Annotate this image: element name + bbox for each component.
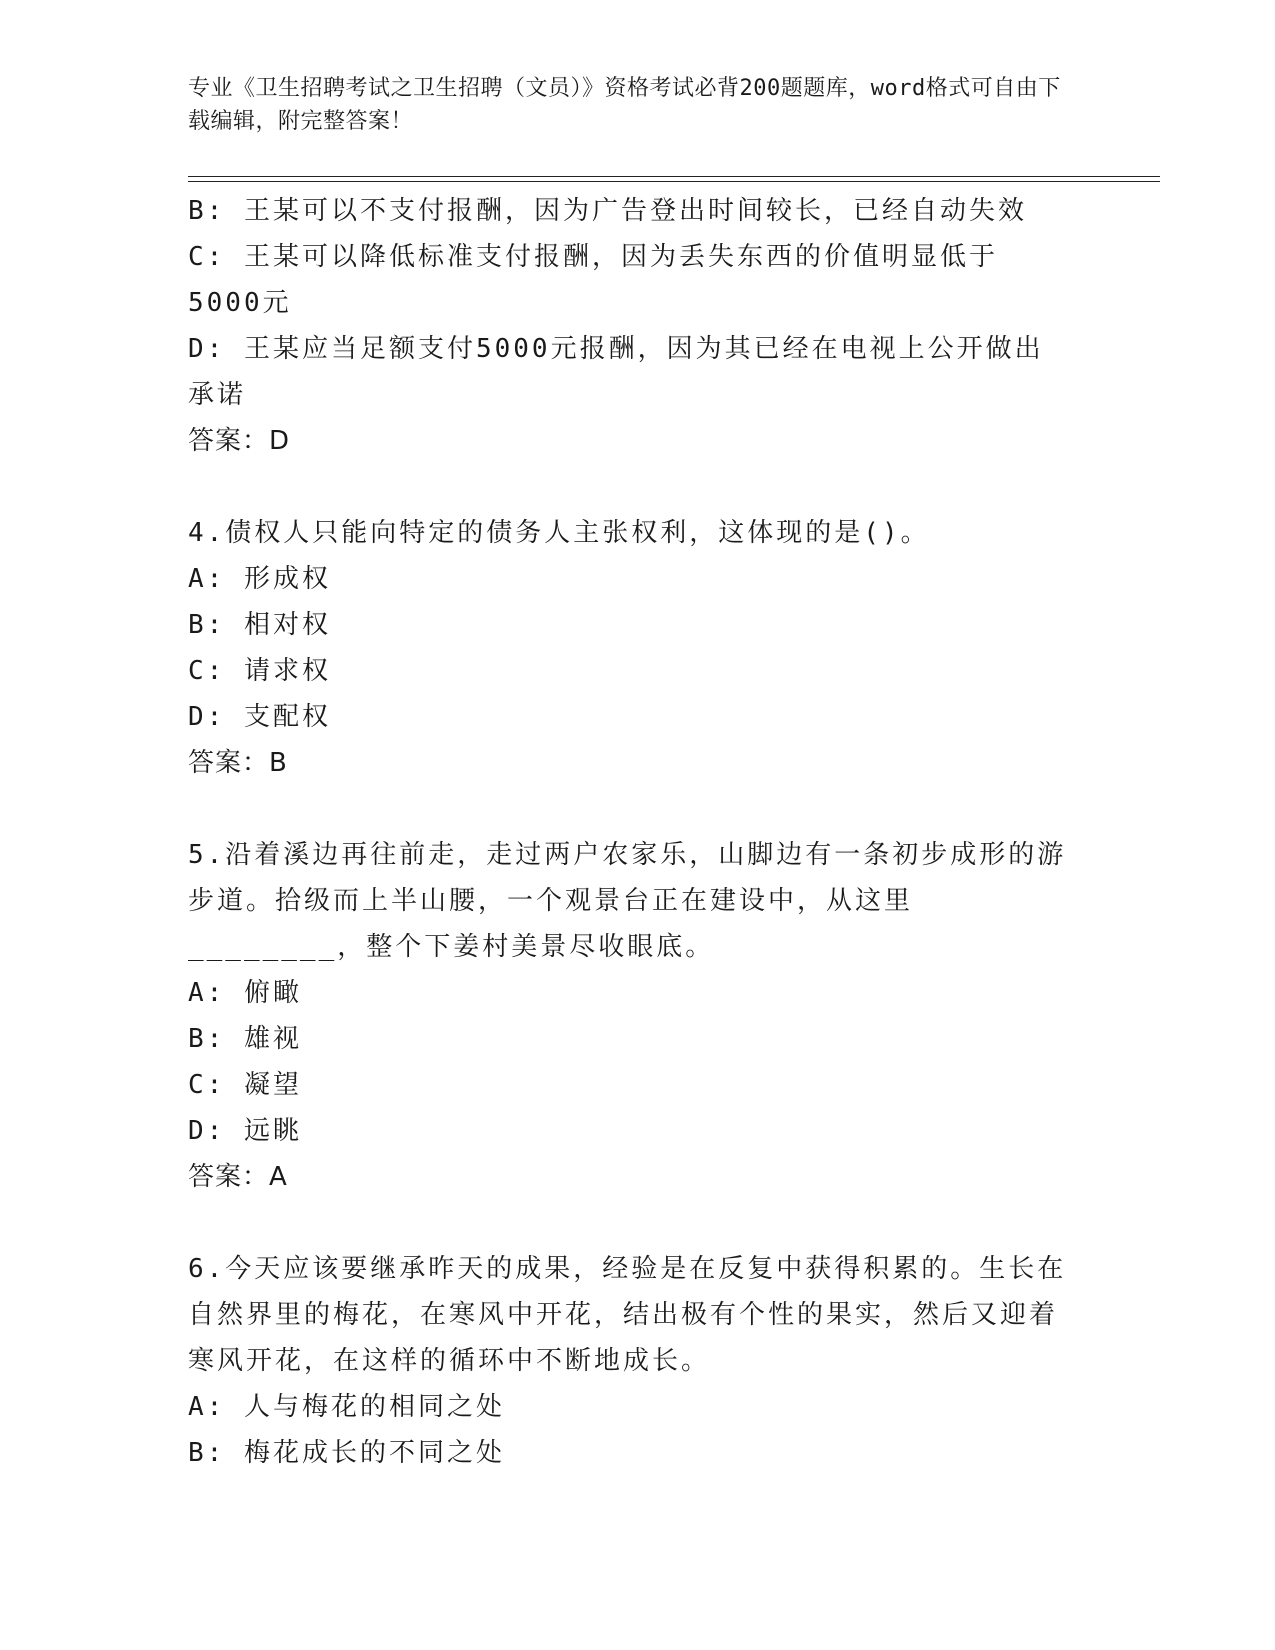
answer: 答案：A	[188, 1162, 288, 1192]
option-b: B: 相对权	[188, 610, 331, 640]
document-header	[188, 72, 1068, 138]
spacer	[188, 786, 1068, 832]
option-a: A: 形成权	[188, 564, 331, 594]
question-stem: 6.今天应该要继承昨天的成果，经验是在反复中获得积累的。生长在自然界里的梅花，在寒风中开花，结出极有个性的果实，然后又迎着寒风开花，在这样的循环中不断地成长。	[188, 1254, 1067, 1376]
option-a: A: 人与梅花的相同之处	[188, 1392, 505, 1422]
answer: 答案：B	[188, 748, 288, 778]
header-divider-bottom	[188, 181, 1160, 182]
option-a: A: 俯瞰	[188, 978, 302, 1008]
option-d: D: 支配权	[188, 702, 331, 732]
spacer	[188, 1200, 1068, 1246]
spacer	[188, 464, 1068, 510]
option-c: C: 请求权	[188, 656, 331, 686]
option-b: B: 梅花成长的不同之处	[188, 1438, 505, 1468]
question-5	[188, 832, 1068, 1200]
question-stem: 5.沿着溪边再往前走，走过两户农家乐，山脚边有一条初步成形的游步道。拾级而上半山腰，一个观景台正在建设中，从这里________，整个下姜村美景尽收眼底。	[188, 840, 1067, 962]
question-6	[188, 1246, 1068, 1476]
option-d: D: 王某应当足额支付5000元报酬，因为其已经在电视上公开做出承诺	[188, 334, 1044, 410]
question-stem: 4.债权人只能向特定的债务人主张权利，这体现的是()。	[188, 518, 930, 548]
question-4	[188, 510, 1068, 786]
answer: 答案：D	[188, 426, 291, 456]
option-d: D: 远眺	[188, 1116, 302, 1146]
document-title: 专业《卫生招聘考试之卫生招聘（文员）》资格考试必背200题题库，word格式可自由下载编辑，附完整答案！	[188, 76, 1061, 134]
option-c: C: 凝望	[188, 1070, 302, 1100]
option-b: B: 王某可以不支付报酬，因为广告登出时间较长，已经自动失效	[188, 196, 1027, 226]
option-b: B: 雄视	[188, 1024, 302, 1054]
question-list	[188, 188, 1068, 1476]
question-3-continued	[188, 188, 1068, 464]
option-c: C: 王某可以降低标准支付报酬，因为丢失东西的价值明显低于5000元	[188, 242, 998, 318]
header-divider-top	[188, 176, 1160, 177]
